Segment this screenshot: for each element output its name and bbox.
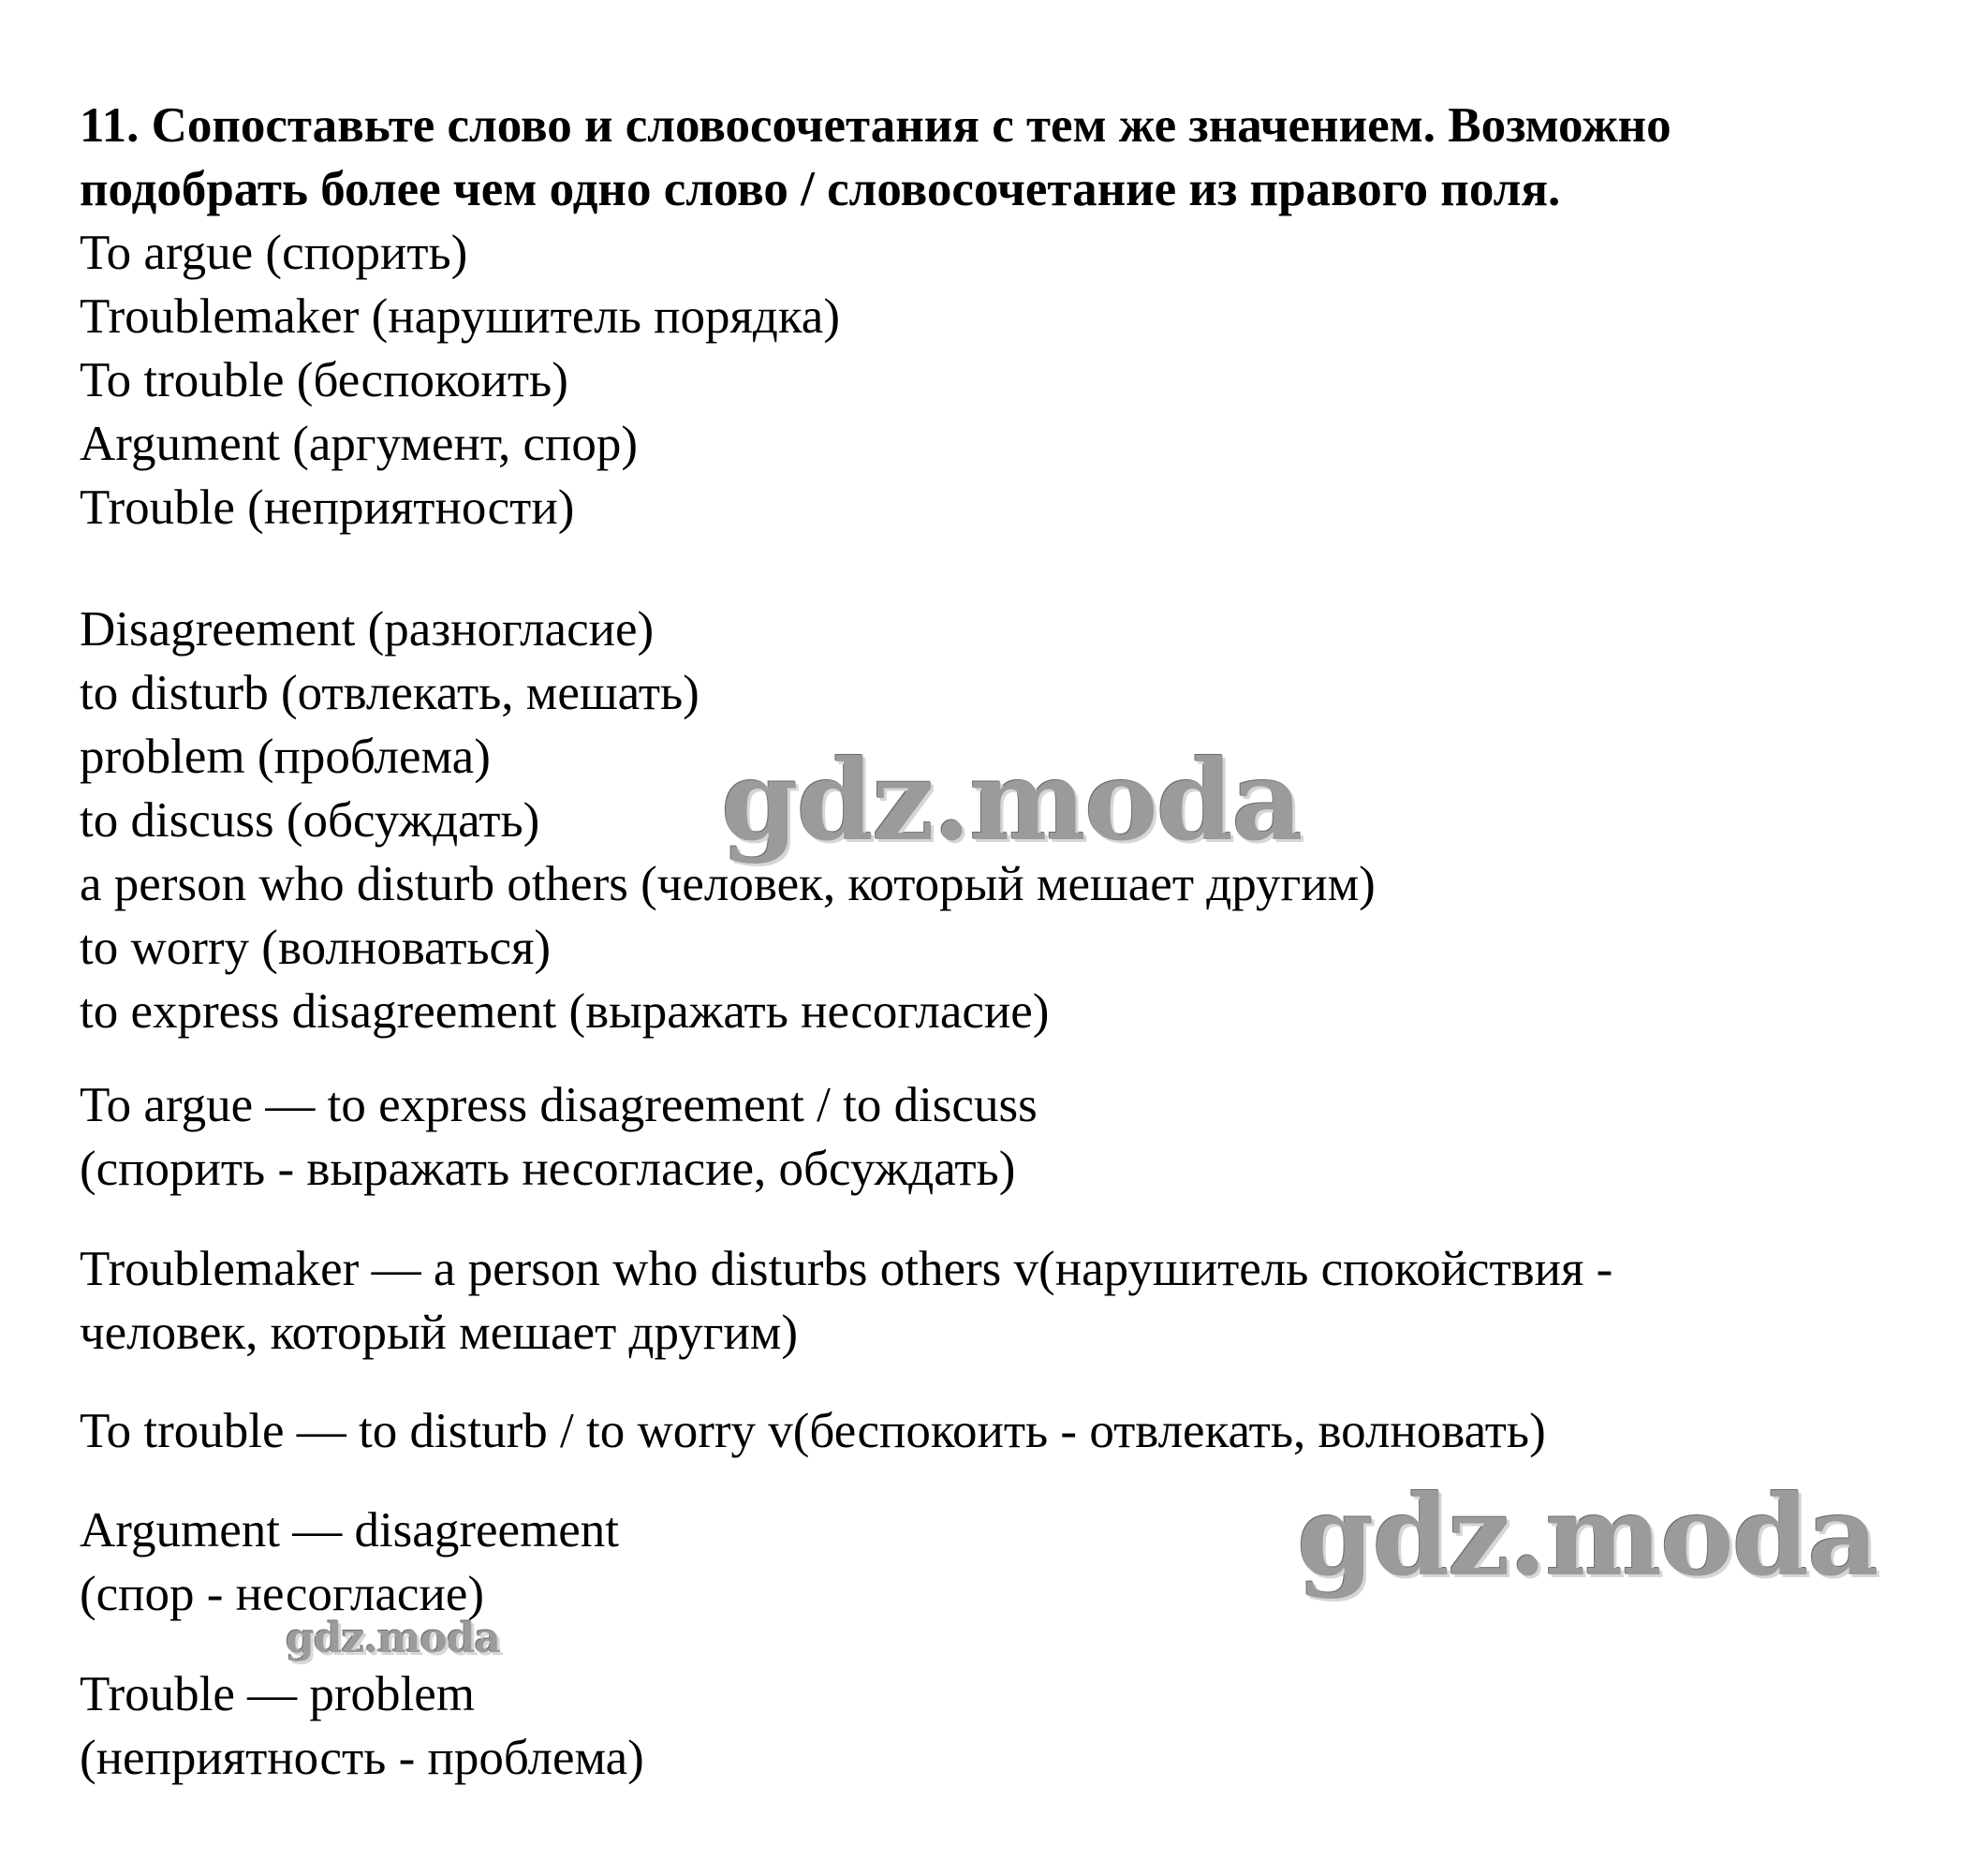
list-item: Disagreement (разногласие) bbox=[80, 602, 655, 657]
watermark-logo: gdz.moda bbox=[721, 735, 1302, 865]
answer-5 bbox=[80, 1662, 1952, 1790]
watermark-logo-small: gdz.moda bbox=[286, 1615, 501, 1662]
answer-translation: человек, который мешает другим) bbox=[80, 1306, 799, 1360]
list-item: a person who disturb others (человек, который мешает другим) bbox=[80, 857, 1376, 911]
answer-line: To argue — to express disagreement / to discuss bbox=[80, 1078, 1038, 1132]
watermark-logo: gdz.moda bbox=[1297, 1470, 1878, 1601]
answer-1 bbox=[80, 1073, 1952, 1201]
answer-2 bbox=[80, 1237, 1952, 1365]
answer-translation: (неприятность - проблема) bbox=[80, 1731, 644, 1785]
list-item: problem (проблема) bbox=[80, 730, 491, 784]
heading-line-2: подобрать более чем одно слово / словосочетание из правого поля. bbox=[80, 162, 1561, 216]
answer-translation: (спорить - выражать несогласие, обсуждать) bbox=[80, 1142, 1016, 1196]
heading-line-1: 11. Сопоставьте слово и словосочетания с тем же значением. Возможно bbox=[80, 98, 1671, 153]
list-item: to disturb (отвлекать, мешать) bbox=[80, 666, 699, 720]
answer-line: Trouble — problem bbox=[80, 1667, 476, 1721]
list-item: To trouble (беспокоить) bbox=[80, 353, 568, 407]
list-item: to worry (волноваться) bbox=[80, 921, 552, 975]
left-word-list bbox=[80, 221, 1952, 539]
answer-3 bbox=[80, 1399, 1952, 1463]
answer-line: Argument — disagreement bbox=[80, 1503, 619, 1558]
list-item: Trouble (неприятности) bbox=[80, 480, 575, 535]
answer-line: To trouble — to disturb / to worry v(беспокоить - отвлекать, волновать) bbox=[80, 1404, 1546, 1458]
list-item: Argument (аргумент, спор) bbox=[80, 417, 639, 471]
list-item: to discuss (обсуждать) bbox=[80, 793, 540, 848]
list-item: To argue (спорить) bbox=[80, 226, 468, 280]
answer-translation: (спор - несогласие) bbox=[80, 1567, 484, 1621]
answer-line: Troublemaker — a person who disturbs others v(нарушитель спокойствия - bbox=[80, 1242, 1613, 1296]
list-item: to express disagreement (выражать несогласие) bbox=[80, 984, 1050, 1039]
task-heading bbox=[80, 94, 1952, 221]
list-item: Troublemaker (нарушитель порядка) bbox=[80, 289, 840, 344]
